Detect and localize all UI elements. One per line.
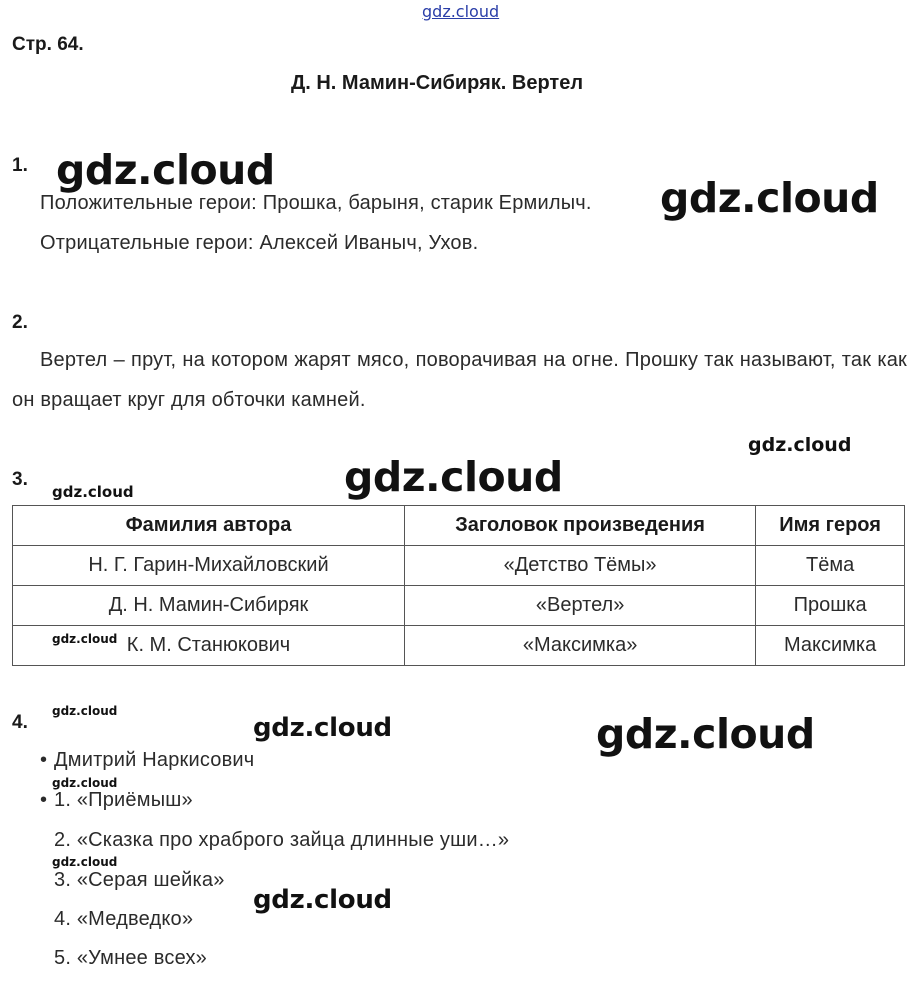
page-number: Стр. 64. bbox=[12, 34, 84, 55]
list-item: 5. «Умнее всех» bbox=[54, 947, 207, 969]
watermark-top: gdz.cloud bbox=[422, 2, 500, 21]
table-row bbox=[13, 546, 905, 586]
question-3-number: 3. bbox=[12, 469, 28, 490]
list-item: • 1. «Приёмыш» bbox=[54, 789, 193, 812]
question-2-number: 2. bbox=[12, 312, 28, 333]
watermark: gdz.cloud bbox=[52, 483, 134, 501]
vertel-definition: Вертел – прут, на котором жарят мясо, поворачивая на огне. Прошку так называют, так как он вращает круг для обточки камней. bbox=[12, 349, 907, 411]
table-cell-hero: Тёма bbox=[756, 546, 905, 586]
table-cell-author: Н. Г. Гарин-Михайловский bbox=[13, 546, 405, 586]
watermark: gdz.cloud bbox=[253, 713, 392, 743]
table-row bbox=[13, 586, 905, 626]
table-row bbox=[13, 626, 905, 666]
watermark: gdz.cloud bbox=[253, 885, 392, 915]
table-cell-work: «Детство Тёмы» bbox=[405, 546, 756, 586]
table-header-hero: Имя героя bbox=[756, 506, 905, 546]
watermark: gdz.cloud bbox=[660, 174, 879, 222]
watermark: gdz.cloud bbox=[748, 434, 852, 456]
table-cell-author: Д. Н. Мамин-Сибиряк bbox=[13, 586, 405, 626]
positive-heroes: Положительные герои: Прошка, барыня, старик Ермилыч. bbox=[40, 192, 592, 214]
table-header-author: Фамилия автора bbox=[13, 506, 405, 546]
page-title: Д. Н. Мамин-Сибиряк. Вертел bbox=[291, 72, 584, 94]
watermark: gdz.cloud bbox=[52, 704, 118, 718]
question-4-number: 4. bbox=[12, 712, 28, 733]
table-cell-work: «Вертел» bbox=[405, 586, 756, 626]
question-1-number: 1. bbox=[12, 155, 28, 176]
negative-heroes: Отрицательные герои: Алексей Иваныч, Ухов. bbox=[40, 232, 479, 254]
table-cell-author: К. М. Станюкович bbox=[13, 626, 405, 666]
list-item: 4. «Медведко» bbox=[54, 908, 194, 930]
table-header-row bbox=[13, 506, 905, 546]
watermark: gdz.cloud bbox=[52, 776, 118, 790]
watermark: gdz.cloud bbox=[344, 453, 563, 501]
author-name: • Дмитрий Наркисович bbox=[54, 749, 254, 772]
table-cell-hero: Максимка bbox=[756, 626, 905, 666]
watermark: gdz.cloud bbox=[52, 632, 118, 646]
table-header-work: Заголовок произведения bbox=[405, 506, 756, 546]
list-item: 2. «Сказка про храброго зайца длинные уши…» bbox=[54, 829, 510, 851]
table-cell-work: «Максимка» bbox=[405, 626, 756, 666]
list-item: 3. «Серая шейка» bbox=[54, 869, 225, 891]
watermark: gdz.cloud bbox=[56, 146, 275, 194]
table-cell-hero: Прошка bbox=[756, 586, 905, 626]
watermark: gdz.cloud bbox=[596, 710, 815, 758]
watermark: gdz.cloud bbox=[52, 855, 118, 869]
heroes-table bbox=[12, 505, 905, 666]
